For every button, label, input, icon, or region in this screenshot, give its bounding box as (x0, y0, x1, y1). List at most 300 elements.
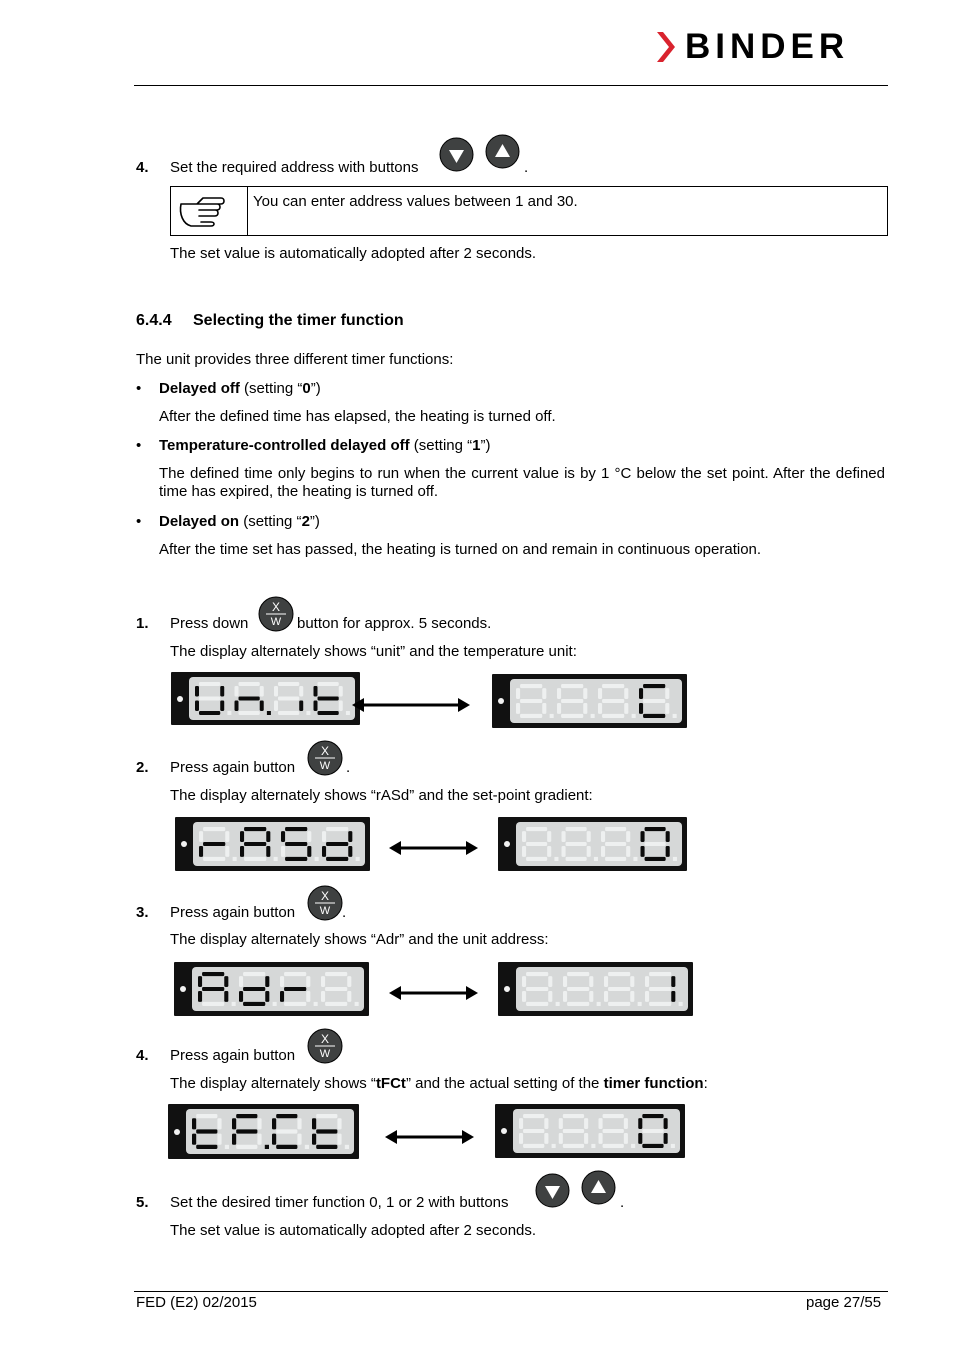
display-digit (638, 1114, 675, 1148)
display-segment (276, 1114, 297, 1118)
display-segment (202, 1002, 224, 1006)
display-segment (278, 711, 299, 715)
step-desc: The display alternately shows “rASd” and the set-point gradient: (170, 787, 593, 804)
display-window (516, 822, 682, 866)
step-number: 3. (136, 904, 149, 921)
display-segment (664, 1133, 668, 1144)
display-decimal-point (679, 1002, 683, 1006)
step-number: 2. (136, 759, 149, 776)
display-segment (641, 831, 645, 842)
display-segment (299, 686, 303, 697)
display-segment (649, 987, 671, 991)
display-segment (284, 987, 306, 991)
display-segment (348, 846, 352, 857)
display-timer-setting (495, 1104, 685, 1158)
display-segment (562, 846, 566, 857)
display-digit (599, 1114, 636, 1148)
display-decimal-point (274, 857, 278, 861)
display-segment (199, 831, 203, 842)
display-segment (316, 1114, 337, 1118)
display-segment (196, 1129, 217, 1133)
display-digit (562, 827, 598, 861)
display-segment (563, 1144, 584, 1148)
display-window (186, 1109, 354, 1154)
display-segment (522, 846, 526, 857)
display-decimal-point (305, 1145, 309, 1149)
display-segment (316, 1145, 337, 1149)
display-segment (583, 688, 587, 699)
display-segment (645, 842, 666, 846)
note-box (170, 186, 888, 236)
display-segment (266, 846, 270, 857)
display-decimal-point (673, 857, 677, 861)
display-segment (639, 688, 643, 699)
display-segment (284, 972, 306, 976)
step-text-after: . (346, 759, 351, 776)
display-digit (235, 682, 271, 715)
display-rasd (175, 817, 370, 871)
display-segment (318, 711, 339, 715)
double-arrow-icon (352, 695, 470, 715)
display-segment (339, 686, 343, 697)
display-segment (519, 1133, 523, 1144)
down-button-icon[interactable] (535, 1173, 570, 1208)
display-segment (544, 1118, 548, 1129)
step-number: 5. (136, 1194, 149, 1211)
footer-rule (134, 1291, 888, 1292)
display-digit (240, 827, 278, 861)
display-segment (665, 688, 669, 699)
xw-button-icon[interactable] (258, 596, 294, 632)
display-segment (297, 1118, 301, 1129)
display-segment (243, 972, 265, 976)
display-segment (192, 1118, 196, 1129)
display-segment (587, 831, 591, 842)
display-segment (602, 699, 624, 703)
display-decimal-point (306, 711, 310, 715)
display-decimal-point (356, 857, 360, 861)
bullet-dot: • (136, 380, 142, 397)
display-segment (563, 991, 567, 1002)
display-segment (566, 842, 587, 846)
display-segment (563, 1114, 584, 1118)
display-segment (567, 987, 589, 991)
display-gradient (498, 817, 687, 871)
display-indicator-dot (501, 1128, 507, 1134)
intro-step-period: . (524, 159, 529, 176)
display-unit (171, 672, 360, 725)
display-digit (312, 1114, 349, 1149)
display-digit (239, 972, 277, 1006)
display-segment (337, 1118, 341, 1129)
display-window (516, 967, 688, 1011)
display-segment (630, 976, 634, 987)
display-segment (232, 1134, 236, 1145)
display-segment (257, 1134, 261, 1145)
display-segment (601, 831, 605, 842)
svg-text:X: X (320, 889, 330, 903)
display-segment (559, 1133, 563, 1144)
display-segment (203, 842, 225, 846)
display-segment (198, 991, 202, 1002)
display-segment (624, 703, 628, 714)
display-segment (240, 846, 244, 857)
display-segment (281, 831, 285, 842)
bullet-temp-controlled-desc: The defined time only begins to run when the current value is by 1 °C below the set point. After the defined time has expired, the heating is turned off. (159, 465, 885, 500)
display-indicator-dot (498, 698, 504, 704)
display-digit (232, 1114, 269, 1149)
display-segment (608, 987, 630, 991)
bullet-delayed-off: Delayed off (setting “0”) (159, 380, 321, 397)
display-segment (666, 846, 670, 857)
display-window (513, 1109, 680, 1153)
display-segment (318, 697, 339, 701)
display-segment (232, 1118, 236, 1129)
logo-mark-icon (655, 30, 681, 64)
display-segment (337, 1134, 341, 1145)
display-segment (520, 714, 542, 718)
display-segment (243, 987, 265, 991)
bullet-delayed-on-desc: After the time set has passed, the heating is turned on and remain in continuous operation. (159, 541, 762, 558)
step-text: Press down (170, 615, 249, 632)
display-digit (274, 682, 310, 715)
step-desc: The display alternately shows “unit” and the temperature unit: (170, 643, 577, 660)
display-segment (598, 703, 602, 714)
step-number: 1. (136, 615, 149, 632)
display-segment (314, 701, 318, 712)
display-segment (626, 846, 630, 857)
display-digit (563, 972, 601, 1006)
display-segment (236, 1129, 257, 1133)
display-segment (203, 827, 225, 831)
step-text: Set the desired timer function 0, 1 or 2 with buttons (170, 1194, 509, 1211)
display-segment (203, 857, 225, 861)
display-segment (244, 842, 266, 846)
display-digit (198, 972, 236, 1006)
display-segment (547, 831, 551, 842)
svg-text:X: X (320, 1032, 330, 1046)
display-digit (557, 684, 595, 718)
display-segment (639, 703, 643, 714)
display-decimal-point (591, 1144, 595, 1148)
display-segment (244, 827, 266, 831)
display-segment (605, 827, 626, 831)
display-segment (630, 991, 634, 1002)
step-text: Press again button (170, 759, 296, 776)
svg-text:W: W (270, 616, 282, 628)
up-button-icon[interactable] (581, 1170, 616, 1205)
display-segment (638, 1133, 642, 1144)
display-segment (583, 703, 587, 714)
display-segment (603, 1129, 624, 1133)
display-segment (236, 1145, 257, 1149)
display-segment (567, 1002, 589, 1006)
display-segment (561, 699, 583, 703)
display-decimal-point (633, 857, 637, 861)
display-segment (649, 1002, 671, 1006)
display-segment (642, 1129, 663, 1133)
adopt-text: The set value is automatically adopted after 2 seconds. (170, 245, 537, 262)
display-segment (567, 972, 589, 976)
display-segment (566, 857, 587, 861)
display-segment (624, 1133, 628, 1144)
display-segment (284, 1002, 306, 1006)
display-segment (281, 846, 285, 857)
display-segment (604, 991, 608, 1002)
step-text: Press again button (170, 904, 296, 921)
display-segment (522, 991, 526, 1002)
display-segment (278, 682, 299, 686)
display-decimal-point (591, 714, 595, 718)
display-segment (316, 1129, 337, 1133)
display-segment (199, 711, 220, 715)
display-decimal-point (315, 857, 319, 861)
display-segment (239, 682, 260, 686)
display-segment (523, 1144, 544, 1148)
display-segment (645, 827, 666, 831)
display-segment (544, 1133, 548, 1144)
display-segment (257, 1118, 261, 1129)
display-segment (272, 1118, 276, 1129)
display-address (498, 962, 693, 1016)
display-segment (520, 684, 542, 688)
display-decimal-point (233, 857, 237, 861)
display-digit (192, 1114, 229, 1149)
display-segment (603, 1114, 624, 1118)
display-segment (605, 857, 626, 861)
display-digit (195, 682, 231, 715)
display-segment (196, 1114, 217, 1118)
intro-step-text: Set the required address with buttons (170, 159, 419, 176)
display-window (192, 967, 364, 1011)
display-segment (523, 1114, 544, 1118)
display-segment (325, 987, 347, 991)
display-segment (306, 991, 310, 1002)
display-segment (321, 991, 325, 1002)
display-digit (272, 1114, 309, 1149)
display-window (189, 677, 355, 720)
display-segment (236, 1114, 257, 1118)
display-segment (563, 1129, 584, 1133)
display-segment (314, 686, 318, 697)
intro-step-number: 4. (136, 159, 149, 176)
display-segment (307, 846, 311, 857)
display-temperature-unit (492, 674, 687, 728)
display-decimal-point (594, 857, 598, 861)
display-decimal-point (346, 711, 350, 715)
xw-button-icon[interactable] (307, 1028, 343, 1064)
display-segment (542, 703, 546, 714)
svg-text:X: X (320, 744, 330, 758)
bullet-delayed-on: Delayed on (setting “2”) (159, 513, 320, 530)
display-segment (645, 976, 649, 987)
display-indicator-dot (504, 986, 510, 992)
display-digit (641, 827, 677, 861)
display-segment (235, 701, 239, 712)
display-segment (260, 701, 264, 712)
step-desc: The set value is automatically adopted after 2 seconds. (170, 1222, 537, 1239)
display-indicator-dot (504, 841, 510, 847)
display-decimal-point (631, 1144, 635, 1148)
display-segment (598, 688, 602, 699)
up-button-icon[interactable] (485, 134, 520, 169)
display-segment (265, 991, 269, 1002)
display-segment (199, 697, 220, 701)
display-segment (641, 846, 645, 857)
svg-text:W: W (319, 1048, 331, 1060)
display-decimal-point (554, 857, 558, 861)
display-segment (526, 857, 547, 861)
note-divider (247, 187, 248, 235)
display-digit (559, 1114, 596, 1148)
display-segment (665, 703, 669, 714)
display-segment (562, 831, 566, 842)
display-segment (196, 1145, 217, 1149)
display-segment (225, 831, 229, 842)
display-segment (202, 972, 224, 976)
display-segment (240, 831, 244, 842)
display-tfct (168, 1104, 359, 1159)
display-segment (561, 684, 583, 688)
display-segment (608, 972, 630, 976)
display-decimal-point (552, 1144, 556, 1148)
display-segment (202, 987, 224, 991)
display-segment (548, 976, 552, 987)
display-segment (604, 976, 608, 987)
display-segment (224, 976, 228, 987)
bullet-dot: • (136, 513, 142, 530)
step-text-after: . (620, 1194, 625, 1211)
display-segment (649, 972, 671, 976)
display-segment (235, 686, 239, 697)
display-indicator-dot (177, 696, 183, 702)
display-segment (645, 857, 666, 861)
display-segment (266, 831, 270, 842)
display-segment (602, 684, 624, 688)
display-segment (520, 699, 542, 703)
section-title: Selecting the timer function (193, 312, 404, 329)
display-segment (599, 1133, 603, 1144)
display-segment (285, 827, 307, 831)
display-decimal-point (597, 1002, 601, 1006)
step-text-after: . (342, 904, 347, 921)
display-segment (276, 1145, 297, 1149)
display-segment (671, 976, 675, 987)
bullet-dot: • (136, 437, 142, 454)
display-digit (322, 827, 360, 861)
display-segment (642, 1144, 663, 1148)
display-segment (559, 1118, 563, 1129)
step-desc: The display alternately shows “Adr” and the unit address: (170, 931, 549, 948)
step-number: 4. (136, 1047, 149, 1064)
display-segment (322, 831, 326, 842)
display-segment (666, 831, 670, 842)
display-segment (557, 688, 561, 699)
display-segment (280, 976, 284, 987)
display-segment (199, 682, 220, 686)
display-segment (312, 1134, 316, 1145)
display-segment (326, 827, 348, 831)
xw-button-icon[interactable] (307, 740, 343, 776)
display-segment (643, 714, 665, 718)
display-segment (239, 991, 243, 1002)
display-decimal-point (227, 711, 231, 715)
display-digit (199, 827, 237, 861)
display-segment (339, 701, 343, 712)
display-segment (195, 686, 199, 697)
display-segment (260, 686, 264, 697)
display-segment (199, 846, 203, 857)
display-digit (314, 682, 350, 715)
display-segment (522, 831, 526, 842)
display-digit (519, 1114, 556, 1148)
display-segment (589, 976, 593, 987)
brand-name: BINDER (685, 27, 850, 66)
display-segment (642, 1114, 663, 1118)
display-digit (522, 827, 558, 861)
display-segment (522, 976, 526, 987)
display-digit (516, 684, 554, 718)
step-desc: The display alternately shows “tFCt” and the actual setting of the timer function: (170, 1075, 708, 1092)
pointing-hand-icon (177, 190, 237, 232)
display-decimal-point (638, 1002, 642, 1006)
display-segment (347, 976, 351, 987)
display-digit (321, 972, 359, 1006)
display-decimal-point (267, 711, 271, 715)
display-segment (220, 686, 224, 697)
display-segment (601, 846, 605, 857)
header-rule (134, 85, 888, 86)
display-segment (643, 684, 665, 688)
display-decimal-point (673, 714, 677, 718)
display-segment (297, 1134, 301, 1145)
display-segment (561, 714, 583, 718)
display-decimal-point (632, 714, 636, 718)
display-segment (243, 1002, 265, 1006)
display-segment (192, 1134, 196, 1145)
display-segment (239, 976, 243, 987)
display-digit (639, 684, 677, 718)
display-segment (526, 987, 548, 991)
display-segment (274, 686, 278, 697)
display-segment (548, 991, 552, 1002)
display-segment (519, 1118, 523, 1129)
down-button-icon[interactable] (439, 137, 474, 172)
xw-button-icon[interactable] (307, 885, 343, 921)
display-segment (526, 972, 548, 976)
display-segment (603, 1144, 624, 1148)
display-segment (348, 831, 352, 842)
svg-text:W: W (319, 905, 331, 917)
display-segment (587, 846, 591, 857)
display-segment (638, 1118, 642, 1129)
display-adr (174, 962, 369, 1016)
display-segment (285, 857, 307, 861)
double-arrow-icon (385, 1127, 474, 1147)
display-segment (584, 1118, 588, 1129)
display-segment (312, 1118, 316, 1129)
display-decimal-point (550, 714, 554, 718)
display-segment (299, 701, 303, 712)
display-segment (516, 688, 520, 699)
display-segment (523, 1129, 544, 1133)
footer-page: page 27/55 (806, 1294, 882, 1311)
display-decimal-point (355, 1002, 359, 1006)
display-segment (526, 842, 547, 846)
display-segment (220, 701, 224, 712)
display-segment (602, 714, 624, 718)
display-segment (547, 846, 551, 857)
